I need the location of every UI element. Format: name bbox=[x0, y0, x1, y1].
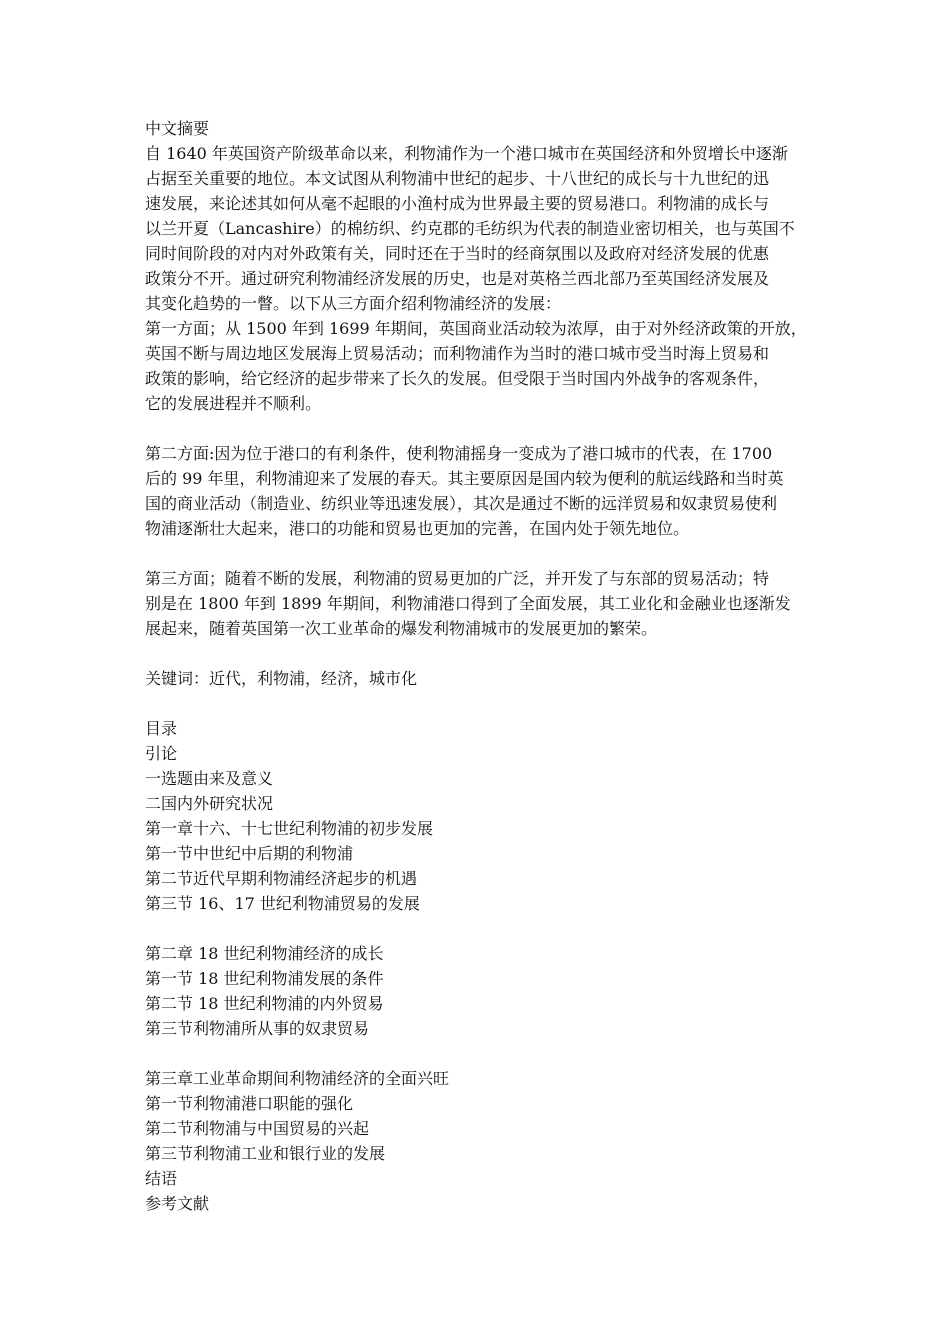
toc-item: 参考文献 bbox=[145, 1194, 210, 1213]
toc-group-chapter-two bbox=[145, 941, 817, 1041]
toc-item: 第一节中世纪中后期的利物浦 bbox=[145, 844, 354, 863]
text-line: 速发展，来论述其如何从毫不起眼的小渔村成为世界最主要的贸易港口。利物浦的成长与 bbox=[145, 194, 770, 213]
text-line: 后的 99 年里，利物浦迎来了发展的春天。其主要原因是国内较为便利的航运线路和当时英 bbox=[145, 469, 784, 488]
toc-heading: 目录 bbox=[145, 719, 178, 738]
text-line: 英国不断与周边地区发展海上贸易活动；而利物浦作为当时的港口城市受当时海上贸易和 bbox=[145, 344, 770, 363]
toc-item: 第三节利物浦所从事的奴隶贸易 bbox=[145, 1019, 370, 1038]
toc-item: 第二节利物浦与中国贸易的兴起 bbox=[145, 1119, 370, 1138]
toc-item: 第一章十六、十七世纪利物浦的初步发展 bbox=[145, 819, 434, 838]
toc-item: 第三节利物浦工业和银行业的发展 bbox=[145, 1144, 386, 1163]
paragraph-gap bbox=[145, 416, 817, 441]
text-line: 占据至关重要的地位。本文试图从利物浦中世纪的起步、十八世纪的成长与十九世纪的迅 bbox=[145, 169, 770, 188]
toc-item: 第一节 18 世纪利物浦发展的条件 bbox=[145, 969, 384, 988]
document-page bbox=[145, 116, 817, 1216]
paragraph-gap bbox=[145, 916, 817, 941]
aspect-three-paragraph bbox=[145, 566, 817, 641]
toc-item: 第一节利物浦港口职能的强化 bbox=[145, 1094, 354, 1113]
toc-item: 第二章 18 世纪利物浦经济的成长 bbox=[145, 944, 384, 963]
aspect-two-paragraph bbox=[145, 441, 817, 541]
text-line: 第一方面；从 1500 年到 1699 年期间，英国商业活动较为浓厚，由于对外经济政策的开放， bbox=[145, 319, 807, 338]
text-line: 展起来，随着英国第一次工业革命的爆发利物浦城市的发展更加的繁荣。 bbox=[145, 619, 658, 638]
text-line: 同时间阶段的对内对外政策有关，同时还在于当时的经商氛围以及政府对经济发展的优惠 bbox=[145, 244, 770, 263]
paragraph-gap bbox=[145, 1041, 817, 1066]
abstract-heading: 中文摘要 bbox=[145, 119, 210, 138]
toc-group-chapter-three bbox=[145, 1066, 817, 1216]
toc-item: 一选题由来及意义 bbox=[145, 769, 274, 788]
toc-item: 结语 bbox=[145, 1169, 178, 1188]
text-line: 政策的影响，给它经济的起步带来了长久的发展。但受限于当时国内外战争的客观条件， bbox=[145, 369, 770, 388]
text-line: 政策分不开。通过研究利物浦经济发展的历史，也是对英格兰西北部乃至英国经济发展及 bbox=[145, 269, 770, 288]
keywords: 关键词：近代，利物浦，经济，城市化 bbox=[145, 669, 418, 688]
toc-item: 第三章工业革命期间利物浦经济的全面兴旺 bbox=[145, 1069, 450, 1088]
toc-group-intro-chapter-one bbox=[145, 741, 817, 916]
text-line: 以兰开夏（Lancashire）的棉纺织、约克郡的毛纺织为代表的制造业密切相关，也与英国不 bbox=[145, 219, 795, 238]
toc-item: 第二节 18 世纪利物浦的内外贸易 bbox=[145, 994, 384, 1013]
text-line: 自 1640 年英国资产阶级革命以来，利物浦作为一个港口城市在英国经济和外贸增长中逐渐 bbox=[145, 144, 788, 163]
toc-item: 第三节 16、17 世纪利物浦贸易的发展 bbox=[145, 894, 420, 913]
paragraph-gap bbox=[145, 541, 817, 566]
text-line: 其变化趋势的一瞥。以下从三方面介绍利物浦经济的发展： bbox=[145, 294, 562, 313]
text-line: 物浦逐渐壮大起来，港口的功能和贸易也更加的完善，在国内处于领先地位。 bbox=[145, 519, 690, 538]
text-line: 第三方面；随着不断的发展，利物浦的贸易更加的广泛，并开发了与东部的贸易活动；特 bbox=[145, 569, 770, 588]
text-line: 第二方面:因为位于港口的有利条件，使利物浦摇身一变成为了港口城市的代表，在 1700 bbox=[145, 444, 773, 463]
text-line: 别是在 1800 年到 1899 年期间，利物浦港口得到了全面发展，其工业化和金融业也逐渐发 bbox=[145, 594, 791, 613]
text-line: 国的商业活动（制造业、纺织业等迅速发展），其次是通过不断的远洋贸易和奴隶贸易使利 bbox=[145, 494, 778, 513]
text-line: 它的发展进程并不顺利。 bbox=[145, 394, 322, 413]
paragraph-gap bbox=[145, 641, 817, 666]
paragraph-gap bbox=[145, 691, 817, 716]
toc-item: 引论 bbox=[145, 744, 178, 763]
aspect-one-paragraph bbox=[145, 316, 817, 416]
abstract-intro-paragraph bbox=[145, 141, 817, 316]
toc-item: 第二节近代早期利物浦经济起步的机遇 bbox=[145, 869, 418, 888]
toc-item: 二国内外研究状况 bbox=[145, 794, 274, 813]
